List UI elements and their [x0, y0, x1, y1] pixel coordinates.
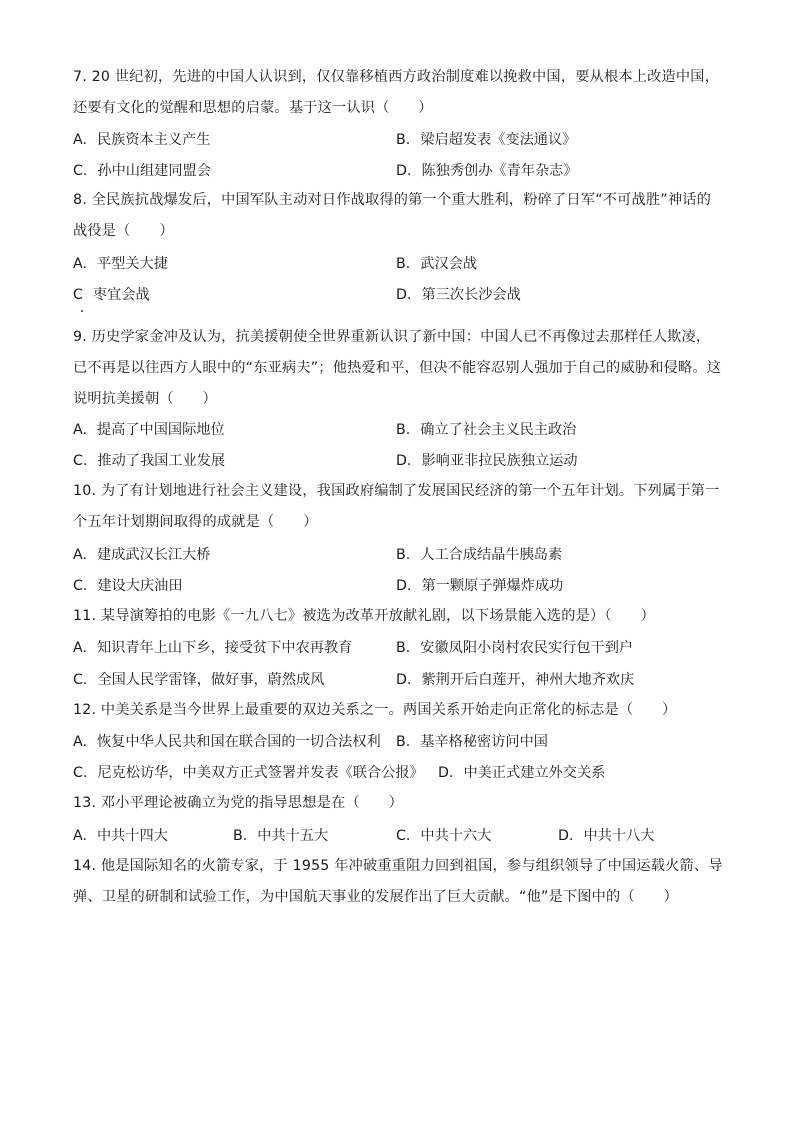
option-label: A. — [73, 828, 87, 844]
question-10-option-a[interactable] — [73, 545, 210, 565]
option-label: D. — [438, 765, 454, 781]
option-label: D. — [396, 578, 412, 594]
question-7-option-d[interactable] — [396, 161, 578, 181]
question-12-option-a[interactable] — [73, 732, 381, 752]
option-text: 武汉会战 — [420, 256, 478, 272]
question-14-stem: 14. 他是国际知名的火箭专家，于 1955 年冲破重重阻力回到祖国，参与组织领导了中国运载火箭、导弹、卫星的研制和试验工作，为中国航天事业的发展作出了巨大贡献。“他”是下图中的（ ） — [73, 858, 723, 905]
option-label: D. — [396, 453, 412, 469]
option-label: C. — [73, 765, 88, 781]
option-label: B. — [396, 132, 411, 148]
question-11-option-b[interactable] — [396, 638, 633, 658]
question-12-stem: 12. 中美关系是当今世界上最重要的双边关系之一。两国关系开始走向正常化的标志是（ ） — [73, 702, 677, 718]
option-label: C. — [396, 828, 411, 844]
option-label: C. — [73, 163, 88, 179]
option-label: C. — [73, 672, 88, 688]
question-8-stem: 8. 全民族抗战爆发后，中国军队主动对日作战取得的第一个重大胜利，粉碎了日军“不可战胜”神话的战役是（ ） — [73, 192, 712, 239]
option-text: 民族资本主义产生 — [96, 132, 211, 148]
question-13-option-a[interactable] — [73, 826, 168, 846]
option-text: 恢复中华人民共和国在联合国的一切合法权利 — [96, 734, 381, 750]
option-text: 中共十八大 — [583, 828, 655, 844]
option-text: 建成武汉长江大桥 — [96, 547, 211, 563]
option-label: C. — [73, 453, 88, 469]
option-text: 中美正式建立外交关系 — [463, 765, 606, 781]
option-text: 中共十四大 — [96, 828, 168, 844]
option-label: B. — [233, 828, 248, 844]
question-7-option-b[interactable] — [396, 130, 576, 150]
option-label: A. — [73, 547, 87, 563]
option-label: D. — [558, 828, 574, 844]
question-9-option-b[interactable] — [396, 420, 576, 440]
question-9-option-c[interactable] — [73, 451, 225, 471]
option-label: A. — [73, 132, 87, 148]
question-12-option-c[interactable] — [73, 763, 424, 783]
option-text: 第三次长沙会战 — [421, 287, 521, 303]
question-11-option-d[interactable] — [396, 670, 634, 690]
option-label: D. — [396, 163, 412, 179]
question-13-option-b[interactable] — [233, 826, 328, 846]
question-7-stem: 7. 20 世纪初，先进的中国人认识到，仅仅靠移植西方政治制度难以挽救中国，要从根本上改造中国，还要有文化的觉醒和思想的启蒙。基于这一认识（ ） — [73, 69, 720, 116]
question-8-option-d[interactable] — [396, 285, 521, 305]
option-label: D. — [396, 287, 412, 303]
question-8-option-b[interactable] — [396, 254, 477, 274]
question-10-option-b[interactable] — [396, 545, 562, 565]
option-text: 全国人民学雷锋，做好事，蔚然成风 — [97, 672, 325, 688]
option-text: 影响亚非拉民族独立运动 — [421, 453, 578, 469]
question-13-option-c[interactable] — [396, 826, 491, 846]
option-label: C — [73, 287, 83, 303]
option-text: 陈独秀创办《青年杂志》 — [421, 163, 578, 179]
option-label: B. — [396, 256, 411, 272]
option-text: 建设大庆油田 — [97, 578, 183, 594]
option-label: A. — [73, 422, 87, 438]
question-8-option-a[interactable] — [73, 254, 168, 274]
option-label: B. — [396, 640, 411, 656]
option-text: 第一颗原子弹爆炸成功 — [421, 578, 564, 594]
option-text: 中共十六大 — [420, 828, 492, 844]
question-8-option-c[interactable] — [73, 285, 150, 305]
option-text: 人工合成结晶牛胰岛素 — [420, 547, 563, 563]
option-label: B. — [396, 734, 411, 750]
question-7-option-c[interactable] — [73, 161, 211, 181]
question-12-option-b[interactable] — [396, 732, 548, 752]
option-text: 枣宜会战 — [92, 287, 150, 303]
option-label: B. — [396, 422, 411, 438]
question-13-stem: 13. 邓小平理论被确立为党的指导思想是在（ ） — [73, 795, 404, 811]
question-10-option-d[interactable] — [396, 576, 563, 596]
option-text: 孙中山组建同盟会 — [97, 163, 211, 179]
question-11-option-c[interactable] — [73, 670, 324, 690]
option-label: A. — [73, 256, 87, 272]
question-13-option-d[interactable] — [558, 826, 654, 846]
option-label: A. — [73, 640, 87, 656]
option-text: 确立了社会主义民主政治 — [420, 422, 577, 438]
stray-dot — [81, 310, 83, 312]
option-text: 安徽凤阳小岗村农民实行包干到户 — [420, 640, 634, 656]
option-text: 平型关大捷 — [96, 256, 168, 272]
option-text: 尼克松访华，中美双方正式签署并发表《联合公报》 — [97, 765, 424, 781]
question-9-option-a[interactable] — [73, 420, 225, 440]
question-10-stem: 10. 为了有计划地进行社会主义建设，我国政府编制了发展国民经济的第一个五年计划。下列属于第一个五年计划期间取得的成就是（ ） — [73, 483, 720, 530]
question-11-option-a[interactable] — [73, 638, 352, 658]
option-text: 梁启超发表《变法通议》 — [420, 132, 577, 148]
question-12-option-d[interactable] — [438, 763, 605, 783]
question-9-option-d[interactable] — [396, 451, 578, 471]
option-text: 中共十五大 — [257, 828, 329, 844]
question-7-option-a[interactable] — [73, 130, 210, 150]
option-text: 知识青年上山下乡，接受贫下中农再教育 — [96, 640, 353, 656]
question-9-stem: 9. 历史学家金冲及认为，抗美援朝使全世界重新认识了新中国：中国人已不再像过去那样任人欺凌，已不再是以往西方人眼中的“东亚病夫”；他热爱和平，但决不能容忍别人强加于自己的威胁和侵略。这说明抗美援朝（ ） — [73, 329, 722, 407]
option-text: 基辛格秘密访问中国 — [420, 734, 548, 750]
option-label: D. — [396, 672, 412, 688]
option-text: 推动了我国工业发展 — [97, 453, 226, 469]
question-11-stem: 11. 某导演筹拍的电影《一九八七》被选为改革开放献礼剧，以下场景能入选的是）（ ） — [73, 608, 655, 624]
option-label: B. — [396, 547, 411, 563]
question-10-option-c[interactable] — [73, 576, 183, 596]
option-label: A. — [73, 734, 87, 750]
option-label: C. — [73, 578, 88, 594]
option-text: 紫荆开后白莲开，神州大地齐欢庆 — [421, 672, 635, 688]
option-text: 提高了中国国际地位 — [96, 422, 225, 438]
